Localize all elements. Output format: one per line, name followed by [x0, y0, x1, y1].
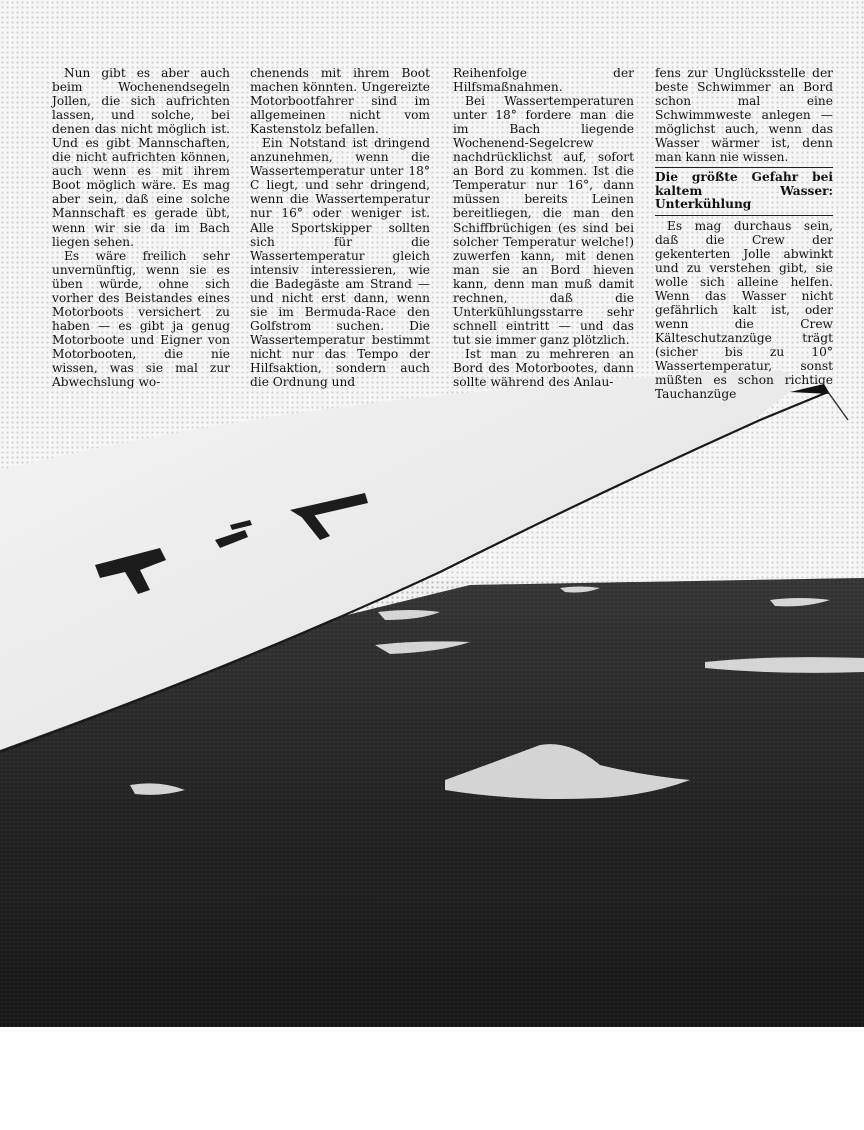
- paragraph: Reihenfolge der Hilfsmaßnahmen.: [453, 66, 634, 95]
- section-heading: Die größte Gefahr bei kaltem Wasser: Unterkühlung: [655, 170, 833, 212]
- paragraph: Ist man zu mehreren an Bord des Motorbootes, dann sollte während des Anlau-: [453, 346, 634, 390]
- section-divider: [655, 167, 833, 168]
- paragraph: fens zur Unglücksstelle der beste Schwimmer an Bord schon mal eine Schwimmweste anlegen — möglichst auch, wenn das Wasser wärmer ist, denn man kann nie wissen.: [655, 66, 833, 165]
- text-column-4: [655, 66, 833, 401]
- paragraph: chenends mit ihrem Boot machen könnten. Ungereizte Motorbootfahrer sind im allgemeinen nicht vom Kastenstolz befallen.: [250, 66, 430, 137]
- text-column-3: [453, 66, 634, 389]
- paragraph: Nun gibt es aber auch beim Wochenendsegeln Jollen, die sich aufrichten lassen, und solche, bei denen das nicht möglich ist. Und es gibt Mannschaften, die nicht aufrichten können, auch wenn es mit ihrem Boot möglich wäre. Es mag aber sein, daß eine solche Mannschaft es gerade übt, wenn wir sie da im Bach liegen sehen.: [52, 66, 230, 249]
- paragraph: Es wäre freilich sehr unvernünftig, wenn sie es üben würde, ohne sich vorher des Beistandes eines Motorboots versichert zu haben — es gibt ja genug Motorboote und Eigner von Motorbooten, die nie wissen, was sie mal zur Abwechslung wo-: [52, 248, 230, 390]
- paragraph: Ein Notstand ist dringend anzunehmen, wenn die Wassertemperatur unter 18° C liegt, und sehr dringend, wenn die Wassertemperatur nur 16° oder weniger ist. Alle Sportskipper sollten sich für die Wassertemperatur gleich intensiv interessieren, wie die Badegäste am Strand — und nicht erst dann, wenn sie im Bermuda-Race den Golfstrom suchen. Die Wassertemperatur bestimmt nicht nur das Tempo der Hilfsaktion, sondern auch die Ordnung und: [250, 136, 430, 390]
- section-divider: [655, 215, 833, 216]
- article-text: [52, 66, 864, 402]
- text-column-2: [250, 66, 430, 389]
- text-column-1: [52, 66, 230, 389]
- paragraph: Bei Wassertemperaturen unter 18° fordere man die im Bach liegende Wochenend-Segelcrew nachdrücklichst auf, sofort an Bord zu kommen. Ist die Temperatur nur 16°, dann müssen bereits Leinen bereitliegen, die man den Schiffbrüchigen (es sind bei solcher Temperatur welche!) zuwerfen kann, mit denen man sie an Bord hieven kann, denn man muß damit rechnen, daß die Unterkühlungsstarre sehr schnell eintritt — und das tut sie immer ganz plötzlich.: [453, 94, 634, 347]
- paragraph: Es mag durchaus sein, daß die Crew der gekenterten Jolle abwinkt und zu verstehen gibt, sie wolle sich alleine helfen. Wenn das Wasser nicht gefährlich kalt ist, oder wenn die Crew Kälteschutzanzüge trägt (sicher bis zu 10° Wassertemperatur, sonst müßten es schon richtige Tauchanzüge: [655, 218, 833, 402]
